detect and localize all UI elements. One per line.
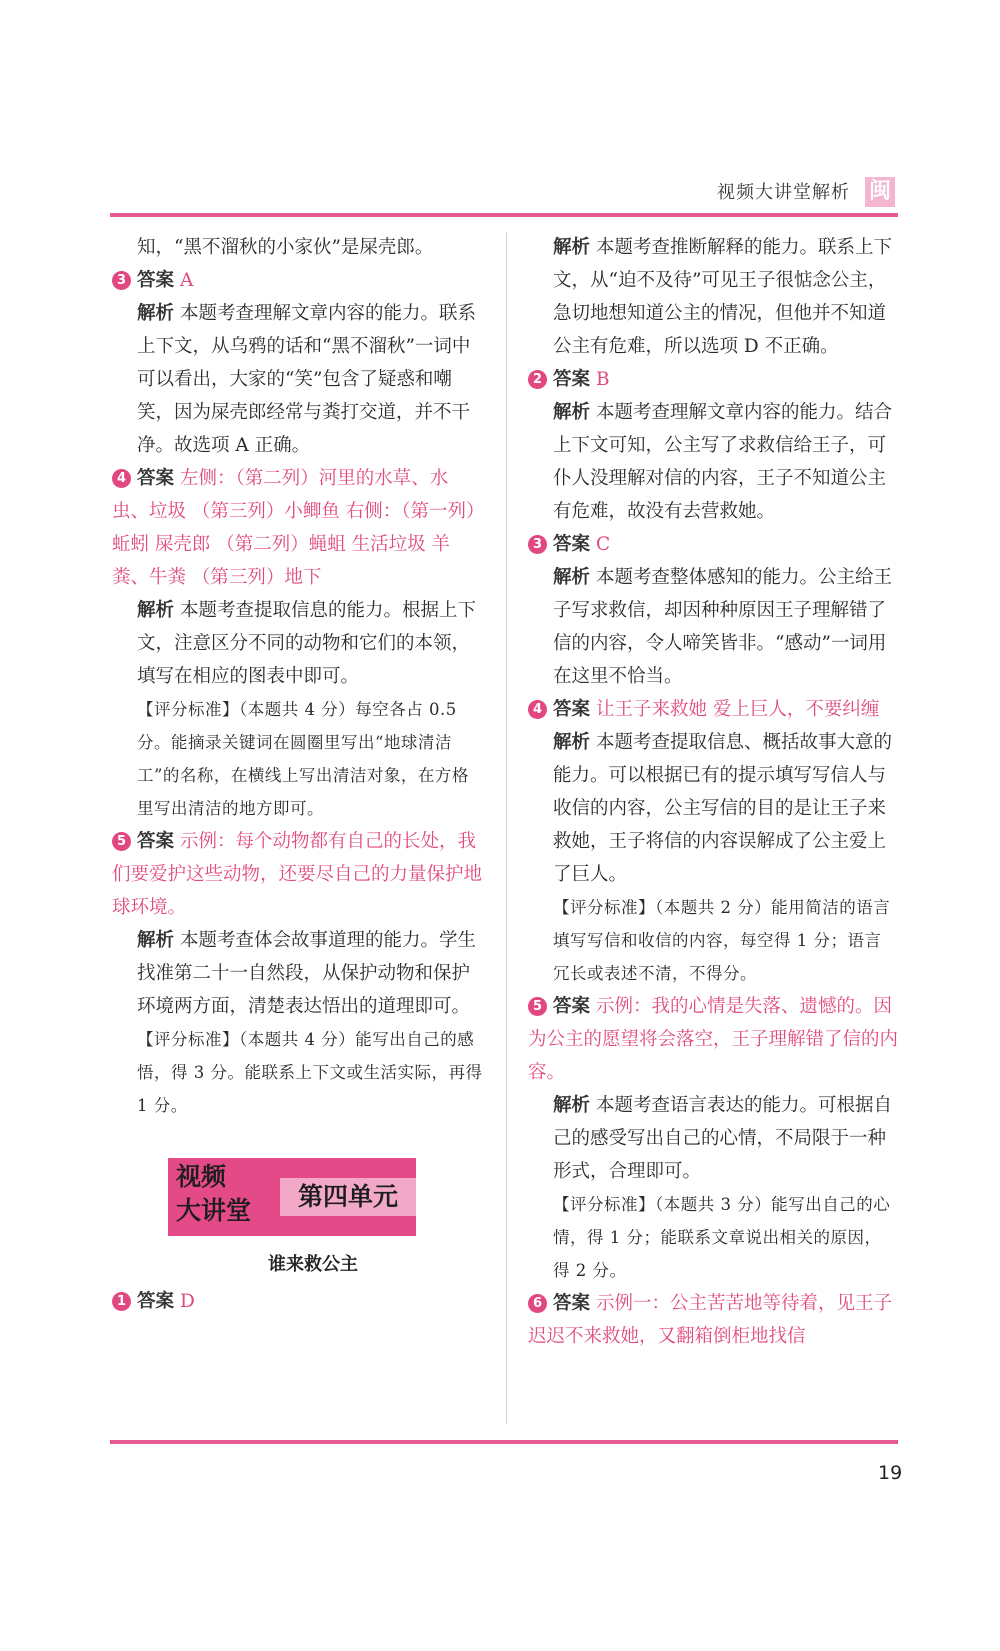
explanation-text: 本题考查提取信息的能力。根据上下文，注意区分不同的动物和它们的本领，填写在相应的图表中即可。	[137, 600, 477, 687]
region-badge: 闽	[865, 177, 895, 207]
explanation-label: 解析	[137, 930, 175, 951]
answer-label: 答案	[553, 369, 591, 390]
answer-text: 示例：我的心情是失落、遗憾的。因为公主的愿望将会落空，王子理解错了信的内容。	[528, 996, 899, 1083]
answer-text: 示例：每个动物都有自己的长处，我们要爱护这些动物，还要尽自己的力量保护地球环境。	[112, 831, 483, 918]
video-lecture-line-2: 大讲堂	[176, 1196, 252, 1225]
question-number: 5	[112, 832, 131, 851]
answer-label: 答案	[553, 1293, 591, 1314]
question-5-answer	[528, 990, 898, 1089]
explanation-label: 解析	[553, 567, 591, 588]
question-3-answer	[528, 528, 898, 561]
footer-rule	[110, 1440, 898, 1444]
continuation-text: 知，“黑不溜秋的小家伙”是屎壳郎。	[137, 237, 434, 258]
question-4-explanation	[528, 726, 898, 891]
answer-label: 答案	[553, 996, 591, 1017]
answer-text: A	[180, 270, 194, 291]
explanation-text: 本题考查体会故事道理的能力。学生找准第二十一自然段，从保护动物和保护环境两方面，清楚表达悟出的道理即可。	[137, 930, 477, 1017]
question-number: 1	[112, 1292, 131, 1311]
right-column	[528, 231, 898, 1353]
question-5-explanation	[528, 1089, 898, 1188]
question-number: 3	[112, 271, 131, 290]
scoring-standard: 【评分标准】（本题共 4 分）能写出自己的感悟，得 3 分。能联系上下文或生活实际，再得 1 分。	[137, 1030, 483, 1115]
explanation-label: 解析	[553, 237, 591, 258]
explanation-text: 本题考查理解文章内容的能力。结合上下文可知，公主写了求救信给王子，可仆人没理解对信的内容，王子不知道公主有危难，故没有去营救她。	[553, 402, 893, 522]
explanation-text: 本题考查语言表达的能力。可根据自己的感受写出自己的心情，不局限于一种形式，合理即可。	[553, 1095, 893, 1182]
answer-text: B	[596, 369, 610, 390]
unit-banner	[168, 1158, 416, 1236]
answer-text: 示例一：公主苦苦地等待着，见王子迟迟不来救她，又翻箱倒柜地找信	[528, 1293, 893, 1347]
header-rule	[110, 213, 898, 217]
question-3-explanation	[528, 561, 898, 693]
answer-label: 答案	[553, 699, 591, 720]
question-number: 4	[528, 700, 547, 719]
question-2-answer	[528, 363, 898, 396]
explanation-text: 本题考查提取信息、概括故事大意的能力。可以根据已有的提示填写写信人与收信的内容，公主写信的目的是让王子来救她，王子将信的内容误解成了公主爱上了巨人。	[553, 732, 893, 885]
answer-label: 答案	[137, 270, 175, 291]
question-3-answer	[112, 264, 484, 297]
unit-title: 第四单元	[280, 1178, 416, 1216]
video-lecture-line-1: 视频	[176, 1162, 227, 1191]
explanation-label: 解析	[137, 303, 175, 324]
answer-text: C	[596, 534, 611, 555]
answer-label: 答案	[137, 831, 175, 852]
question-1-explanation	[528, 231, 898, 363]
scoring-standard: 【评分标准】（本题共 4 分）每空各占 0.5 分。能摘录关键词在圆圈里写出“地球清洁工”的名称，在横线上写出清洁对象，在方格里写出清洁的地方即可。	[137, 700, 469, 818]
explanation-label: 解析	[553, 1095, 591, 1116]
answer-label: 答案	[137, 1291, 175, 1312]
explanation-text: 本题考查整体感知的能力。公主给王子写求救信，却因种种原因王子理解错了信的内容，令人啼笑皆非。“感动”一词用在这里不恰当。	[553, 567, 893, 687]
answer-label: 答案	[553, 534, 591, 555]
scoring-standard: 【评分标准】（本题共 3 分）能写出自己的心情，得 1 分；能联系文章说出相关的原因，得 2 分。	[553, 1195, 891, 1280]
answer-text: 让王子来救她 爱上巨人，不要纠缠	[596, 699, 880, 720]
running-header-title: 视频大讲堂解析	[717, 182, 850, 203]
question-2-explanation	[528, 396, 898, 528]
question-number: 6	[528, 1294, 547, 1313]
scoring-standard: 【评分标准】（本题共 2 分）能用简洁的语言填写写信和收信的内容，每空得 1 分；语言冗长或表述不清，不得分。	[553, 898, 891, 983]
explanation-label: 解析	[137, 600, 175, 621]
answer-text: 左侧：（第二列）河里的水草、水虫、垃圾 （第三列）小鲫鱼 右侧：（第一列）蚯蚓 屎壳郎 （第二列）蝇蛆 生活垃圾 羊粪、牛粪 （第三列）地下	[112, 468, 476, 588]
answer-text: D	[180, 1291, 195, 1312]
question-6-answer	[528, 1287, 898, 1353]
section-title: 谁来救公主	[268, 1254, 358, 1275]
explanation-text: 本题考查理解文章内容的能力。联系上下文，从乌鸦的话和“黑不溜秋”一词中可以看出，大家的“笑”包含了疑惑和嘲笑，因为屎壳郎经常与粪打交道，并不干净。故选项 A 正确。	[137, 303, 477, 456]
question-5-answer	[112, 825, 484, 924]
question-5-explanation	[112, 924, 484, 1023]
question-number: 3	[528, 535, 547, 554]
question-4-explanation	[112, 594, 484, 693]
column-divider	[506, 232, 507, 1424]
explanation-label: 解析	[553, 402, 591, 423]
page-number: 19	[878, 1462, 903, 1484]
video-lecture-label	[176, 1160, 251, 1228]
question-4-answer	[528, 693, 898, 726]
question-number: 5	[528, 997, 547, 1016]
question-number: 2	[528, 370, 547, 389]
question-3-explanation	[112, 297, 484, 462]
explanation-text: 本题考查推断解释的能力。联系上下文，从“迫不及待”可见王子很惦念公主，急切地想知道公主的情况，但他并不知道公主有危难，所以选项 D 不正确。	[553, 237, 893, 357]
question-1-answer	[112, 1285, 484, 1318]
question-4-answer	[112, 462, 484, 594]
answer-label: 答案	[137, 468, 175, 489]
question-number: 4	[112, 469, 131, 488]
explanation-label: 解析	[553, 732, 591, 753]
left-column	[112, 231, 484, 1318]
